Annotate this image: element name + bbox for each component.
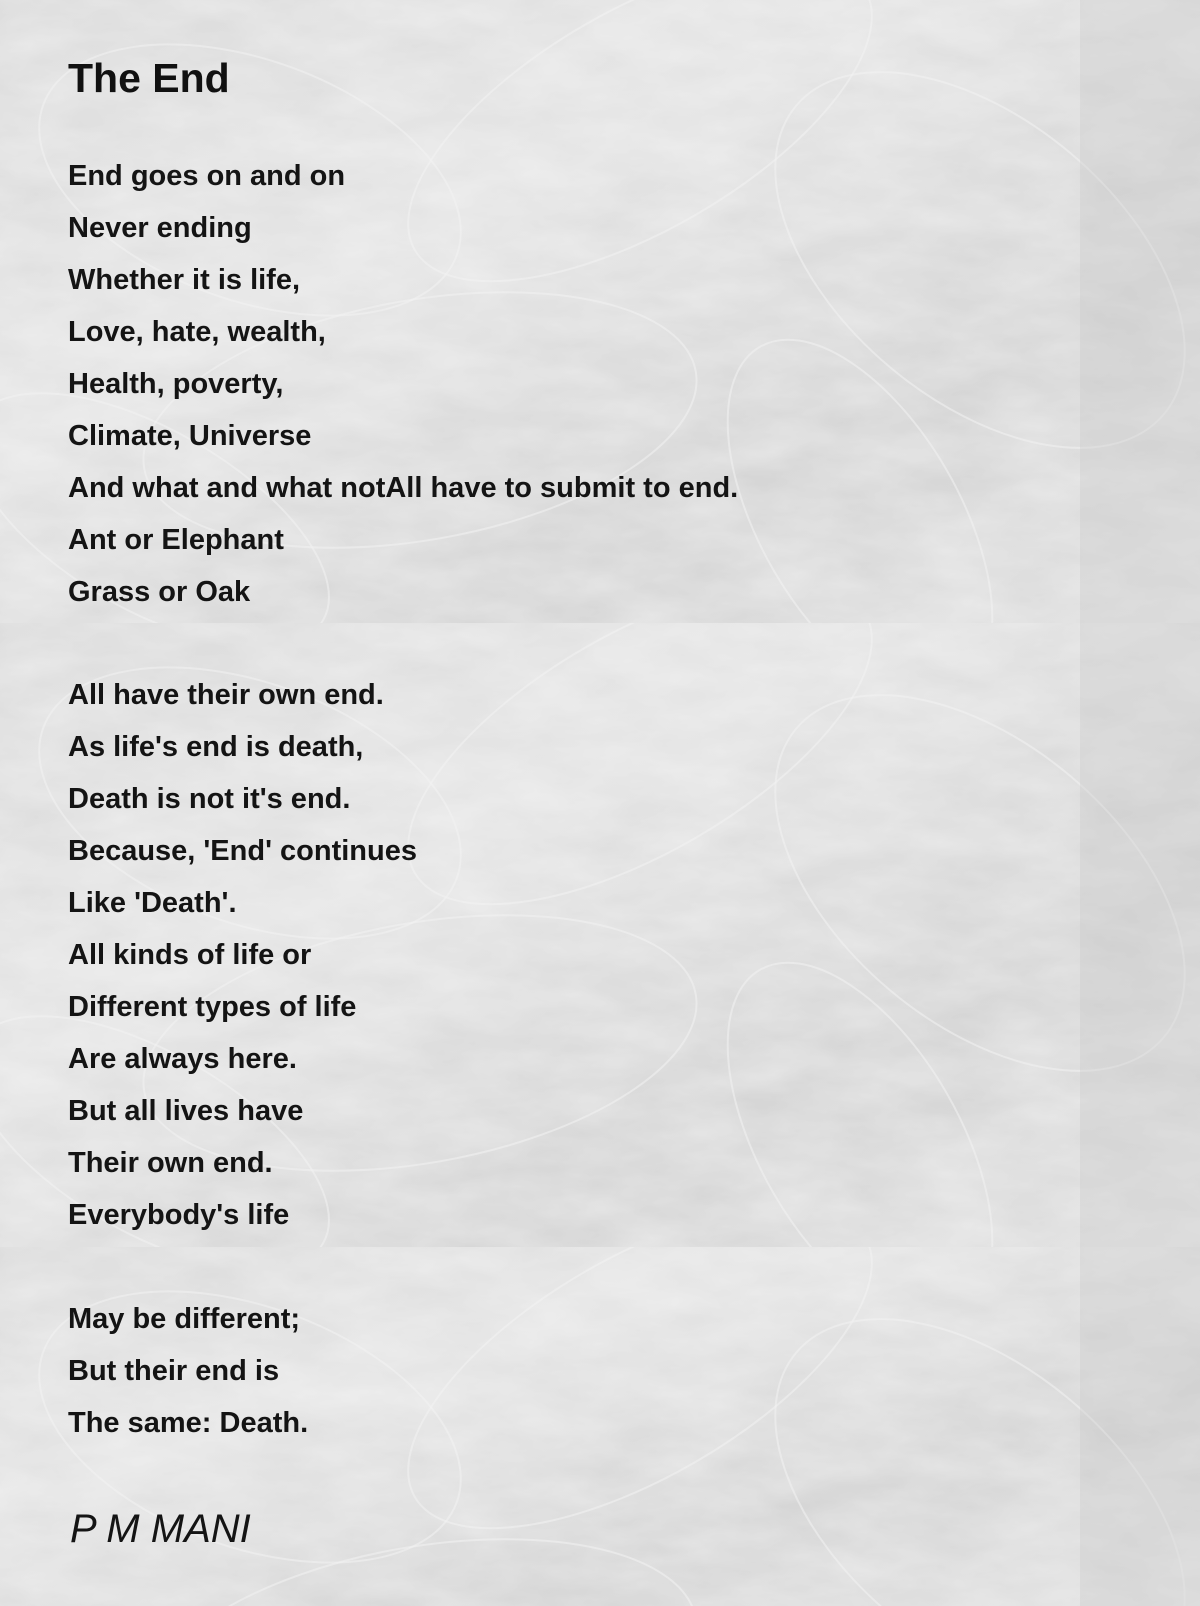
poem-line: Love, hate, wealth,: [68, 316, 326, 348]
poem-line: Death is not it's end.: [68, 783, 351, 815]
poem-line: Different types of life: [68, 991, 357, 1023]
poem-line: Climate, Universe: [68, 420, 312, 452]
poem-line: But their end is: [68, 1355, 280, 1387]
poem-line: Because, 'End' continues: [68, 835, 417, 867]
poem-line: As life's end is death,: [68, 731, 364, 763]
stanza: [68, 1293, 308, 1449]
poem-line: Everybody's life: [68, 1199, 290, 1231]
poem-line: Whether it is life,: [68, 264, 301, 296]
poem-line: And what and what notAll have to submit to end.: [68, 472, 739, 504]
poem-line: Like 'Death'.: [68, 887, 237, 919]
poem-author: P M MANI: [70, 1507, 251, 1551]
poem-line: May be different;: [68, 1303, 301, 1335]
poem-line: All have their own end.: [68, 679, 384, 711]
poem-line: But all lives have: [68, 1095, 304, 1127]
poem-title: The End: [68, 55, 230, 101]
poem-card: [68, 0, 1148, 1606]
poem-line: Their own end.: [68, 1147, 273, 1179]
poem-line: Health, poverty,: [68, 368, 284, 400]
stanza: [68, 150, 738, 618]
poem-line: Ant or Elephant: [68, 524, 284, 556]
poem-line: All kinds of life or: [68, 939, 312, 971]
poem-line: End goes on and on: [68, 160, 346, 192]
poem-line: Are always here.: [68, 1043, 297, 1075]
poem-line: The same: Death.: [68, 1407, 309, 1439]
poem-line: Never ending: [68, 212, 252, 244]
stanza: [68, 669, 417, 1241]
poem-line: Grass or Oak: [68, 576, 251, 608]
